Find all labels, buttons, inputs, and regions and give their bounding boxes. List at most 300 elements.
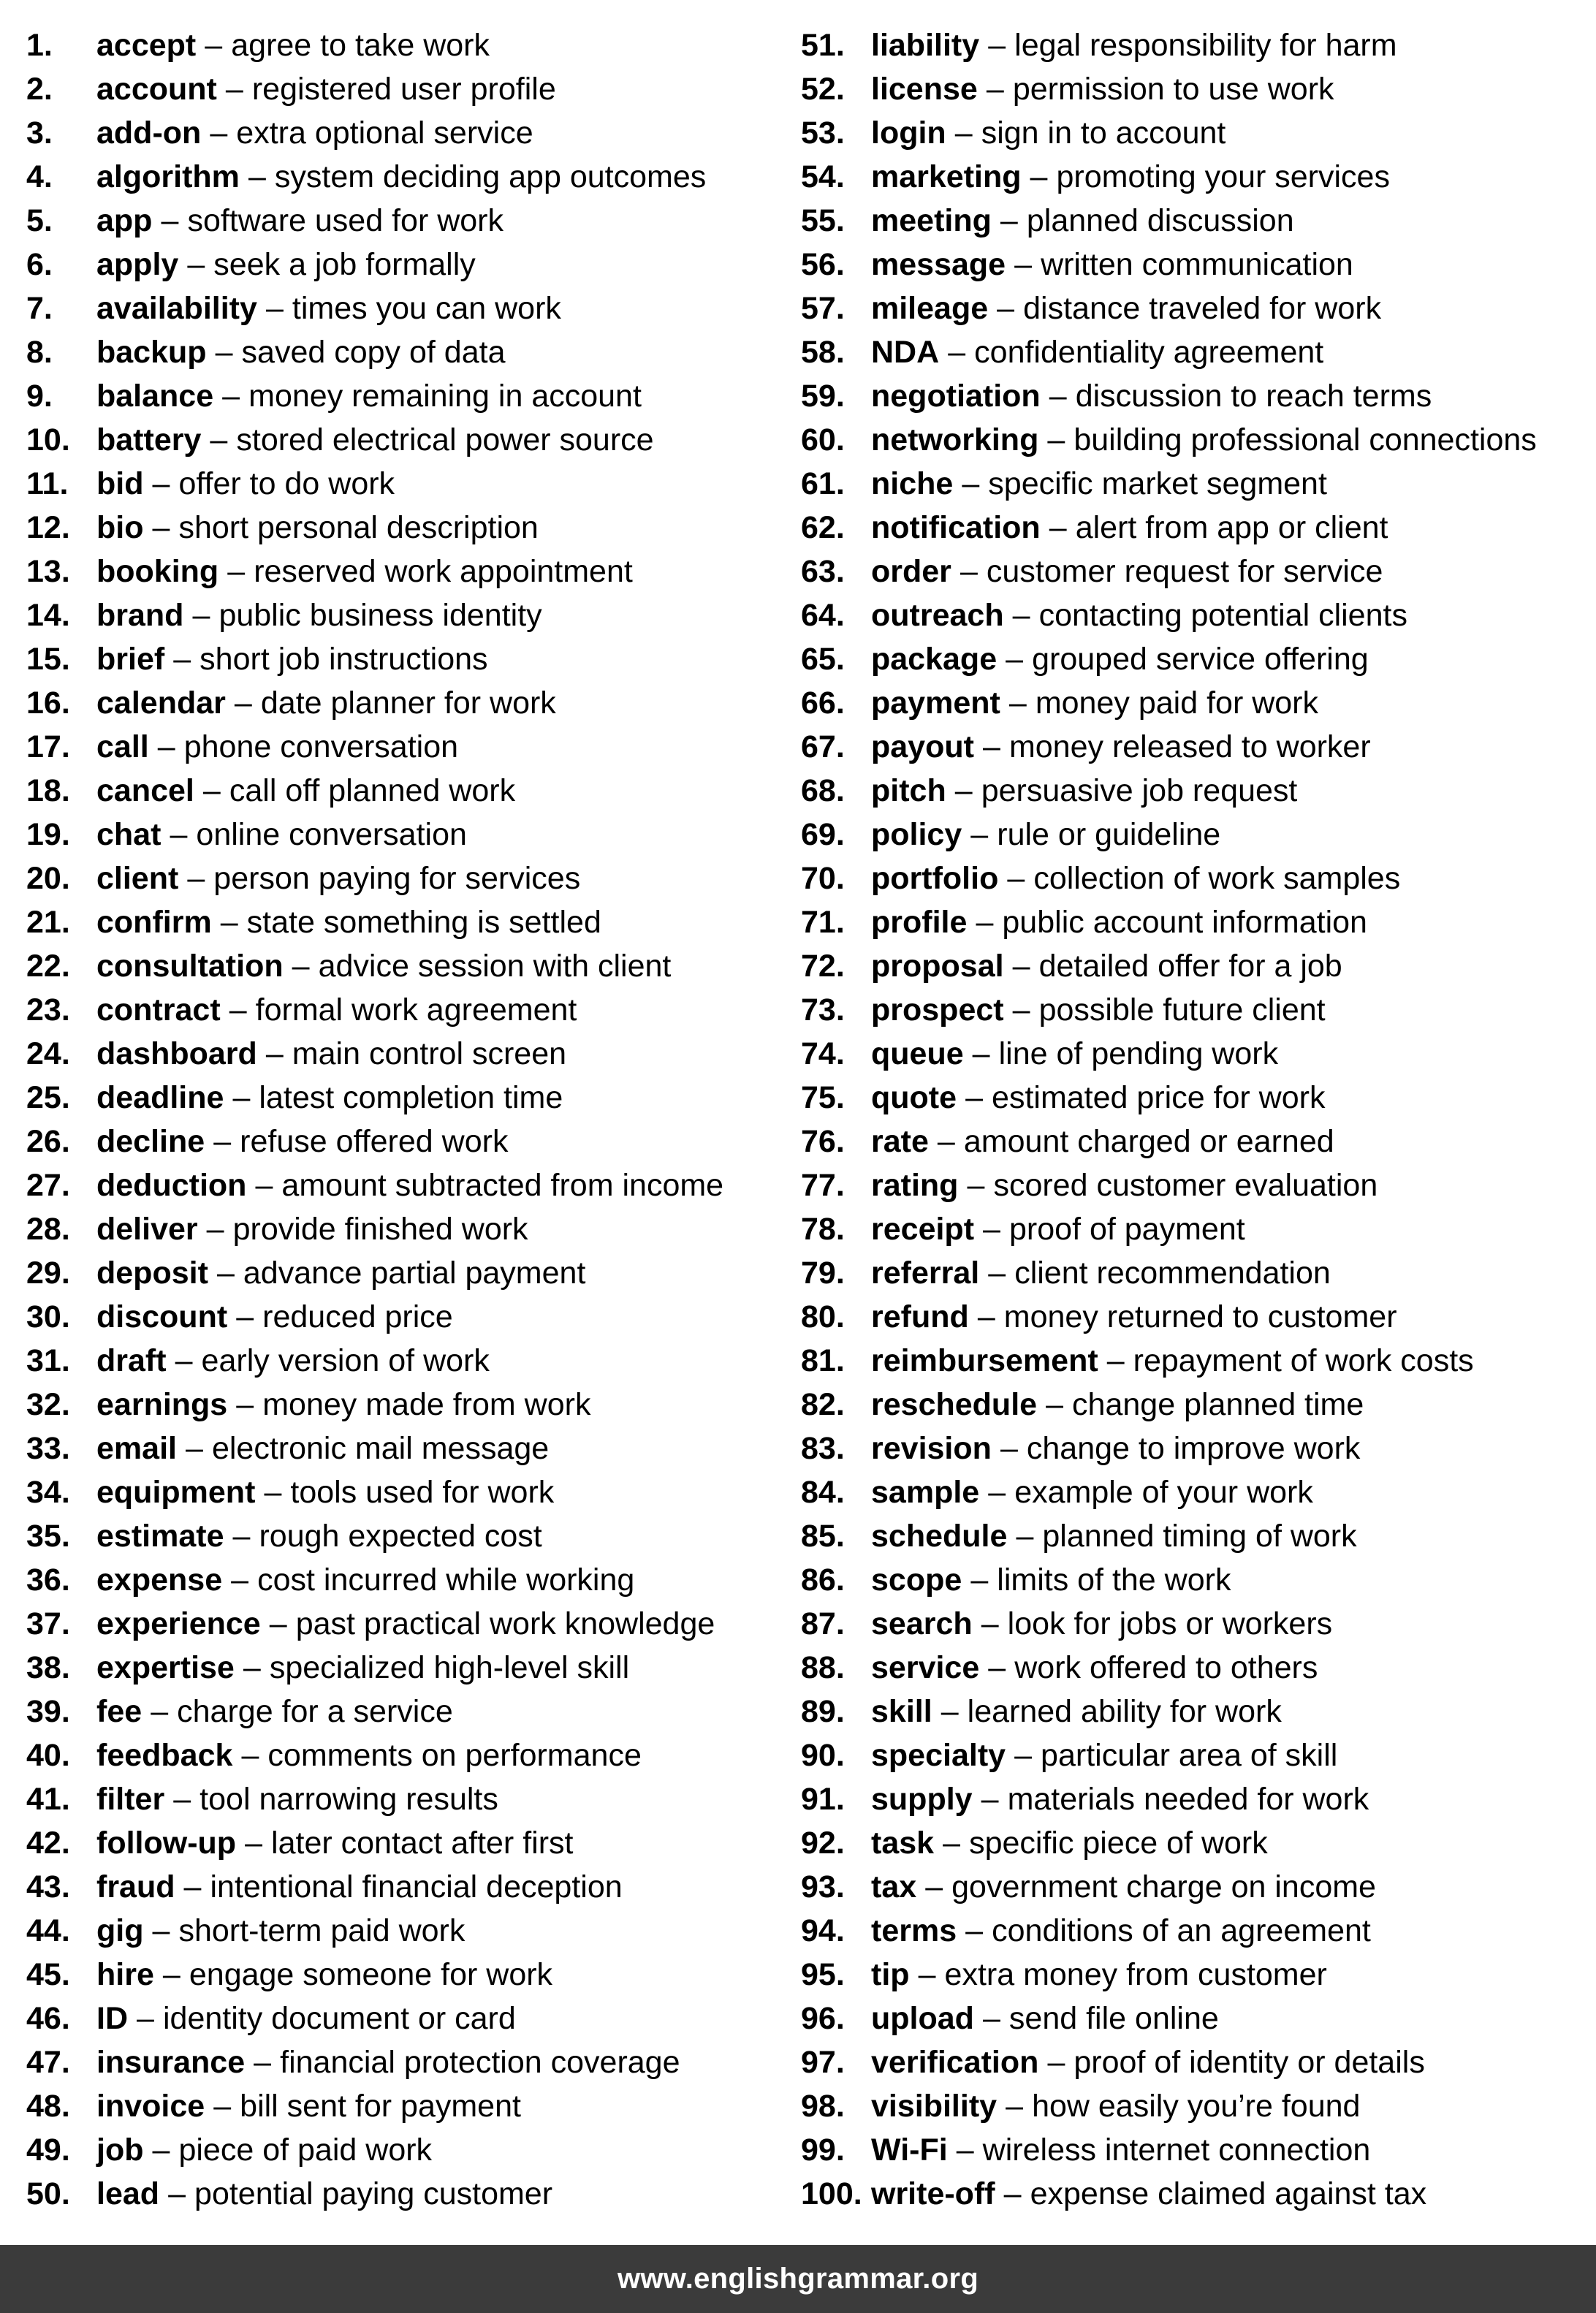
entry-number: 84. [801, 1475, 845, 1510]
entry-separator: – [1106, 1343, 1125, 1378]
vocabulary-entry [26, 1383, 794, 1427]
entry-definition: send file online [1008, 2001, 1219, 2036]
vocabulary-entry [801, 1646, 1596, 1690]
entry-definition: financial protection coverage [280, 2045, 680, 2080]
vocabulary-entry [26, 506, 794, 550]
entry-separator: – [1016, 1519, 1034, 1554]
vocabulary-entry [801, 286, 1596, 330]
entry-term: account [96, 72, 217, 107]
entry-number: 72. [801, 949, 845, 984]
entry-term: reimbursement [871, 1343, 1098, 1378]
entry-term: add-on [96, 115, 202, 151]
entry-term: deposit [96, 1256, 208, 1291]
vocabulary-entry [26, 1821, 794, 1865]
entry-term: backup [96, 335, 207, 370]
vocabulary-entry [26, 1163, 794, 1207]
entry-number: 78. [801, 1212, 845, 1247]
entry-number: 58. [801, 335, 845, 370]
entry-term: visibility [871, 2089, 997, 2124]
entry-term: niche [871, 466, 954, 501]
website-link[interactable]: www.englishgrammar.org [617, 2263, 979, 2295]
entry-term: client [96, 861, 179, 896]
entry-term: feedback [96, 1738, 233, 1773]
vocabulary-entry [801, 1207, 1596, 1251]
entry-definition: alert from app or client [1075, 510, 1388, 545]
entry-term: discount [96, 1299, 228, 1334]
entry-number: 34. [26, 1475, 70, 1510]
entry-term: task [871, 1826, 935, 1861]
entry-definition: intentional financial deception [210, 1869, 623, 1904]
entry-number: 61. [801, 466, 845, 501]
entry-definition: piece of paid work [178, 2132, 433, 2168]
entry-number: 86. [801, 1562, 845, 1598]
vocabulary-entry [801, 1163, 1596, 1207]
vocabulary-entry [801, 2040, 1596, 2084]
entry-separator: – [151, 1694, 169, 1729]
entry-term: rate [871, 1124, 929, 1159]
entry-number: 50. [26, 2176, 70, 2211]
vocabulary-entry [801, 1514, 1596, 1558]
entry-definition: short job instructions [200, 642, 488, 677]
entry-separator: – [255, 1168, 273, 1203]
vocabulary-entry [26, 1207, 794, 1251]
entry-definition: government charge on income [951, 1869, 1376, 1904]
entry-number: 3. [26, 115, 53, 151]
entry-definition: money released to worker [1008, 729, 1371, 764]
entry-number: 7. [26, 291, 53, 326]
entry-term: follow-up [96, 1826, 237, 1861]
entry-number: 20. [26, 861, 70, 896]
vocabulary-entry [26, 418, 794, 462]
entry-term: specialty [871, 1738, 1006, 1773]
entry-number: 99. [801, 2132, 845, 2168]
entry-separator: – [988, 1650, 1006, 1685]
entry-separator: – [175, 1343, 193, 1378]
entry-definition: specific market segment [988, 466, 1327, 501]
vocabulary-entry [801, 1997, 1596, 2040]
entry-term: hire [96, 1957, 154, 1992]
entry-separator: – [986, 72, 1004, 107]
entry-number: 65. [801, 642, 845, 677]
vocabulary-entry [801, 1558, 1596, 1602]
vocabulary-entry [801, 1383, 1596, 1427]
entry-separator: – [1049, 379, 1067, 414]
entry-number: 91. [801, 1782, 845, 1817]
entry-term: terms [871, 1913, 957, 1948]
vocabulary-entry [801, 1821, 1596, 1865]
entry-term: insurance [96, 2045, 246, 2080]
entry-definition: contacting potential clients [1038, 598, 1407, 633]
entry-separator: – [1008, 685, 1027, 721]
entry-number: 51. [801, 28, 845, 63]
entry-number: 1. [26, 28, 53, 63]
entry-term: receipt [871, 1212, 975, 1247]
entry-number: 17. [26, 729, 70, 764]
entry-number: 63. [801, 554, 845, 589]
entry-term: balance [96, 379, 214, 414]
entry-term: license [871, 72, 978, 107]
entry-term: chat [96, 817, 162, 852]
entry-term: service [871, 1650, 980, 1685]
vocabulary-entry [801, 769, 1596, 813]
entry-definition: permission to use work [1012, 72, 1334, 107]
entry-number: 85. [801, 1519, 845, 1554]
entry-definition: particular area of skill [1041, 1738, 1338, 1773]
entry-number: 8. [26, 335, 53, 370]
footer-bar [0, 2245, 1596, 2313]
vocabulary-entry [26, 1339, 794, 1383]
entry-definition: identity document or card [162, 2001, 516, 2036]
entry-separator: – [1007, 861, 1025, 896]
entry-term: lead [96, 2176, 160, 2211]
entry-definition: rule or guideline [997, 817, 1221, 852]
vocabulary-entry [26, 155, 794, 199]
entry-separator: – [264, 1475, 282, 1510]
entry-separator: – [241, 1738, 259, 1773]
vocabulary-entry [801, 111, 1596, 155]
entry-separator: – [1012, 992, 1030, 1028]
vocabulary-entry [26, 1076, 794, 1120]
entry-number: 39. [26, 1694, 70, 1729]
entry-term: ID [96, 2001, 128, 2036]
entry-term: profile [871, 905, 968, 940]
entry-definition: distance traveled for work [1023, 291, 1382, 326]
entry-term: schedule [871, 1519, 1008, 1554]
entry-term: brand [96, 598, 184, 633]
entry-definition: offer to do work [178, 466, 395, 501]
entry-separator: – [170, 817, 188, 852]
entry-number: 82. [801, 1387, 845, 1422]
entry-term: calendar [96, 685, 226, 721]
entry-separator: – [1000, 203, 1018, 238]
entry-number: 38. [26, 1650, 70, 1685]
entry-definition: work offered to others [1014, 1650, 1318, 1685]
vocabulary-entry [26, 1251, 794, 1295]
vocabulary-entry [801, 1865, 1596, 1909]
entry-term: deduction [96, 1168, 247, 1203]
entry-term: write-off [871, 2176, 995, 2211]
entry-term: call [96, 729, 149, 764]
entry-number: 48. [26, 2089, 70, 2124]
entry-separator: – [216, 1256, 235, 1291]
entry-number: 55. [801, 203, 845, 238]
vocabulary-entry [801, 550, 1596, 593]
entry-term: login [871, 115, 946, 151]
vocabulary-entry [801, 374, 1596, 418]
entry-term: bio [96, 510, 144, 545]
vocabulary-entry [801, 1251, 1596, 1295]
vocabulary-column-left [26, 23, 794, 2245]
entry-separator: – [234, 685, 252, 721]
vocabulary-entry [26, 593, 794, 637]
entry-separator: – [1012, 949, 1030, 984]
entry-separator: – [229, 992, 247, 1028]
vocabulary-entry [26, 1558, 794, 1602]
vocabulary-entry [26, 1295, 794, 1339]
entry-term: earnings [96, 1387, 228, 1422]
entry-separator: – [954, 115, 973, 151]
entry-separator: – [243, 1650, 261, 1685]
entry-definition: tools used for work [290, 1475, 555, 1510]
entry-number: 46. [26, 2001, 70, 2036]
entry-separator: – [960, 554, 978, 589]
entry-definition: stored electrical power source [236, 422, 654, 457]
entry-separator: – [943, 1826, 961, 1861]
vocabulary-entry [801, 813, 1596, 857]
entry-definition: materials needed for work [1007, 1782, 1369, 1817]
entry-term: reschedule [871, 1387, 1038, 1422]
entry-definition: limits of the work [997, 1562, 1231, 1598]
entry-number: 95. [801, 1957, 845, 1992]
entry-number: 26. [26, 1124, 70, 1159]
entry-separator: – [1046, 1387, 1064, 1422]
vocabulary-entry [26, 286, 794, 330]
entry-term: referral [871, 1256, 980, 1291]
entry-separator: – [265, 291, 284, 326]
entry-number: 36. [26, 1562, 70, 1598]
entry-separator: – [1014, 1738, 1033, 1773]
entry-term: accept [96, 28, 197, 63]
entry-definition: rough expected cost [259, 1519, 542, 1554]
entry-definition: wireless internet connection [982, 2132, 1371, 2168]
entry-definition: agree to take work [231, 28, 490, 63]
entry-definition: money returned to customer [1003, 1299, 1397, 1334]
entry-term: tax [871, 1869, 917, 1904]
vocabulary-entry [801, 506, 1596, 550]
entry-definition: proof of identity or details [1074, 2045, 1425, 2080]
entry-definition: specialized high-level skill [269, 1650, 630, 1685]
entry-separator: – [982, 2001, 1000, 2036]
vocabulary-entry [26, 243, 794, 286]
entry-definition: formal work agreement [255, 992, 577, 1028]
vocabulary-entry [26, 1646, 794, 1690]
entry-definition: cost incurred while working [257, 1562, 635, 1598]
entry-term: supply [871, 1782, 973, 1817]
entry-definition: reserved work appointment [254, 554, 633, 589]
entry-definition: money paid for work [1035, 685, 1318, 721]
entry-term: deadline [96, 1080, 224, 1115]
entry-number: 100. [801, 2176, 862, 2211]
entry-term: apply [96, 247, 179, 282]
entry-definition: reduced price [262, 1299, 453, 1334]
entry-definition: state something is settled [246, 905, 601, 940]
entry-definition: saved copy of data [241, 335, 506, 370]
entry-term: liability [871, 28, 980, 63]
vocabulary-entry [26, 1120, 794, 1163]
entry-separator: – [997, 291, 1015, 326]
entry-number: 23. [26, 992, 70, 1028]
entry-separator: – [173, 642, 191, 677]
entry-term: deliver [96, 1212, 198, 1247]
entry-definition: change planned time [1072, 1387, 1364, 1422]
entry-definition: promoting your services [1056, 159, 1390, 194]
vocabulary-entry [801, 1690, 1596, 1733]
vocabulary-entry [26, 330, 794, 374]
entry-definition: registered user profile [251, 72, 556, 107]
entry-separator: – [173, 1782, 191, 1817]
entry-number: 68. [801, 773, 845, 808]
entry-separator: – [232, 1519, 251, 1554]
entry-separator: – [210, 422, 228, 457]
vocabulary-entry [26, 2040, 794, 2084]
entry-number: 18. [26, 773, 70, 808]
entry-separator: – [976, 905, 994, 940]
entry-separator: – [254, 2045, 272, 2080]
vocabulary-entry [26, 681, 794, 725]
entry-separator: – [940, 1694, 959, 1729]
entry-definition: person paying for services [213, 861, 581, 896]
vocabulary-entry [801, 988, 1596, 1032]
entry-term: draft [96, 1343, 167, 1378]
entry-definition: line of pending work [998, 1036, 1279, 1071]
entry-number: 70. [801, 861, 845, 896]
entry-number: 11. [26, 466, 69, 501]
vocabulary-entry [801, 1339, 1596, 1383]
vocabulary-entry [801, 330, 1596, 374]
vocabulary-entry [801, 1602, 1596, 1646]
entry-separator: – [1049, 510, 1067, 545]
vocabulary-entry [26, 462, 794, 506]
entry-term: fraud [96, 1869, 175, 1904]
entry-term: upload [871, 2001, 974, 2036]
entry-term: equipment [96, 1475, 256, 1510]
entry-separator: – [215, 335, 233, 370]
entry-term: expertise [96, 1650, 235, 1685]
entry-definition: collection of work samples [1033, 861, 1401, 896]
entry-number: 9. [26, 379, 53, 414]
entry-definition: bill sent for payment [240, 2089, 521, 2124]
entry-term: gig [96, 1913, 144, 1948]
vocabulary-entry [26, 1733, 794, 1777]
entry-definition: amount charged or earned [963, 1124, 1334, 1159]
entry-number: 64. [801, 598, 845, 633]
entry-definition: example of your work [1014, 1475, 1313, 1510]
vocabulary-entry [801, 1295, 1596, 1339]
entry-separator: – [205, 28, 223, 63]
entry-definition: phone conversation [183, 729, 459, 764]
vocabulary-entry [26, 900, 794, 944]
entry-definition: money made from work [262, 1387, 591, 1422]
vocabulary-entry [801, 1076, 1596, 1120]
vocabulary-entry [26, 374, 794, 418]
entry-number: 96. [801, 2001, 845, 2036]
entry-number: 14. [26, 598, 70, 633]
entry-term: rating [871, 1168, 959, 1203]
entry-number: 5. [26, 203, 53, 238]
entry-number: 79. [801, 1256, 845, 1291]
entry-definition: potential paying customer [194, 2176, 553, 2211]
vocabulary-entry [26, 1997, 794, 2040]
entry-separator: – [970, 817, 989, 852]
entry-separator: – [213, 1124, 232, 1159]
entry-definition: client recommendation [1014, 1256, 1331, 1291]
entry-term: search [871, 1606, 973, 1641]
vocabulary-entry [801, 1032, 1596, 1076]
vocabulary-entry [26, 813, 794, 857]
vocabulary-entry [26, 1514, 794, 1558]
entry-definition: change to improve work [1026, 1431, 1361, 1466]
entry-separator: – [925, 1869, 943, 1904]
entry-definition: charge for a service [177, 1694, 453, 1729]
entry-separator: – [152, 510, 170, 545]
entry-separator: – [236, 1387, 254, 1422]
entry-separator: – [1012, 598, 1030, 633]
entry-definition: refuse offered work [240, 1124, 509, 1159]
entry-term: job [96, 2132, 144, 2168]
entry-term: cancel [96, 773, 194, 808]
entry-separator: – [232, 1080, 251, 1115]
entry-number: 6. [26, 247, 53, 282]
vocabulary-entry [26, 1032, 794, 1076]
entry-number: 42. [26, 1826, 70, 1861]
entry-term: fee [96, 1694, 142, 1729]
entry-term: tip [871, 1957, 910, 1992]
entry-number: 15. [26, 642, 70, 677]
entry-term: dashboard [96, 1036, 257, 1071]
entry-separator: – [152, 2132, 170, 2168]
entry-term: outreach [871, 598, 1004, 633]
entry-number: 83. [801, 1431, 845, 1466]
entry-separator: – [977, 1299, 995, 1334]
vocabulary-entry [801, 725, 1596, 769]
entry-definition: building professional connections [1074, 422, 1537, 457]
entry-number: 56. [801, 247, 845, 282]
vocabulary-entry [801, 2128, 1596, 2172]
entry-number: 47. [26, 2045, 70, 2080]
entry-term: meeting [871, 203, 992, 238]
entry-term: decline [96, 1124, 205, 1159]
entry-definition: learned ability for work [967, 1694, 1282, 1729]
entry-term: Wi-Fi [871, 2132, 948, 2168]
entry-term: payment [871, 685, 1000, 721]
entry-separator: – [248, 159, 266, 194]
entry-term: networking [871, 422, 1039, 457]
entry-number: 27. [26, 1168, 70, 1203]
entry-separator: – [192, 598, 210, 633]
entry-term: prospect [871, 992, 1004, 1028]
entry-separator: – [970, 1562, 989, 1598]
vocabulary-entry [801, 1470, 1596, 1514]
entry-definition: written communication [1041, 247, 1353, 282]
entry-number: 41. [26, 1782, 70, 1817]
vocabulary-entry [26, 67, 794, 111]
entry-separator: – [972, 1036, 990, 1071]
entry-separator: – [187, 247, 205, 282]
entry-term: revision [871, 1431, 992, 1466]
entry-definition: specific piece of work [969, 1826, 1268, 1861]
entry-separator: – [220, 905, 238, 940]
vocabulary-entry [801, 1953, 1596, 1997]
entry-number: 62. [801, 510, 845, 545]
entry-number: 2. [26, 72, 53, 107]
entry-number: 88. [801, 1650, 845, 1685]
entry-definition: short-term paid work [178, 1913, 466, 1948]
entry-definition: extra money from customer [944, 1957, 1327, 1992]
entry-number: 35. [26, 1519, 70, 1554]
vocabulary-entry [26, 1470, 794, 1514]
vocabulary-entry [26, 1690, 794, 1733]
entry-definition: call off planned work [229, 773, 516, 808]
entry-separator: – [152, 1913, 170, 1948]
vocabulary-entry [26, 1602, 794, 1646]
vocabulary-entry [801, 1120, 1596, 1163]
entry-number: 4. [26, 159, 53, 194]
entry-term: consultation [96, 949, 284, 984]
vocabulary-entry [801, 681, 1596, 725]
entry-term: estimate [96, 1519, 224, 1554]
entry-term: algorithm [96, 159, 240, 194]
entry-number: 59. [801, 379, 845, 414]
